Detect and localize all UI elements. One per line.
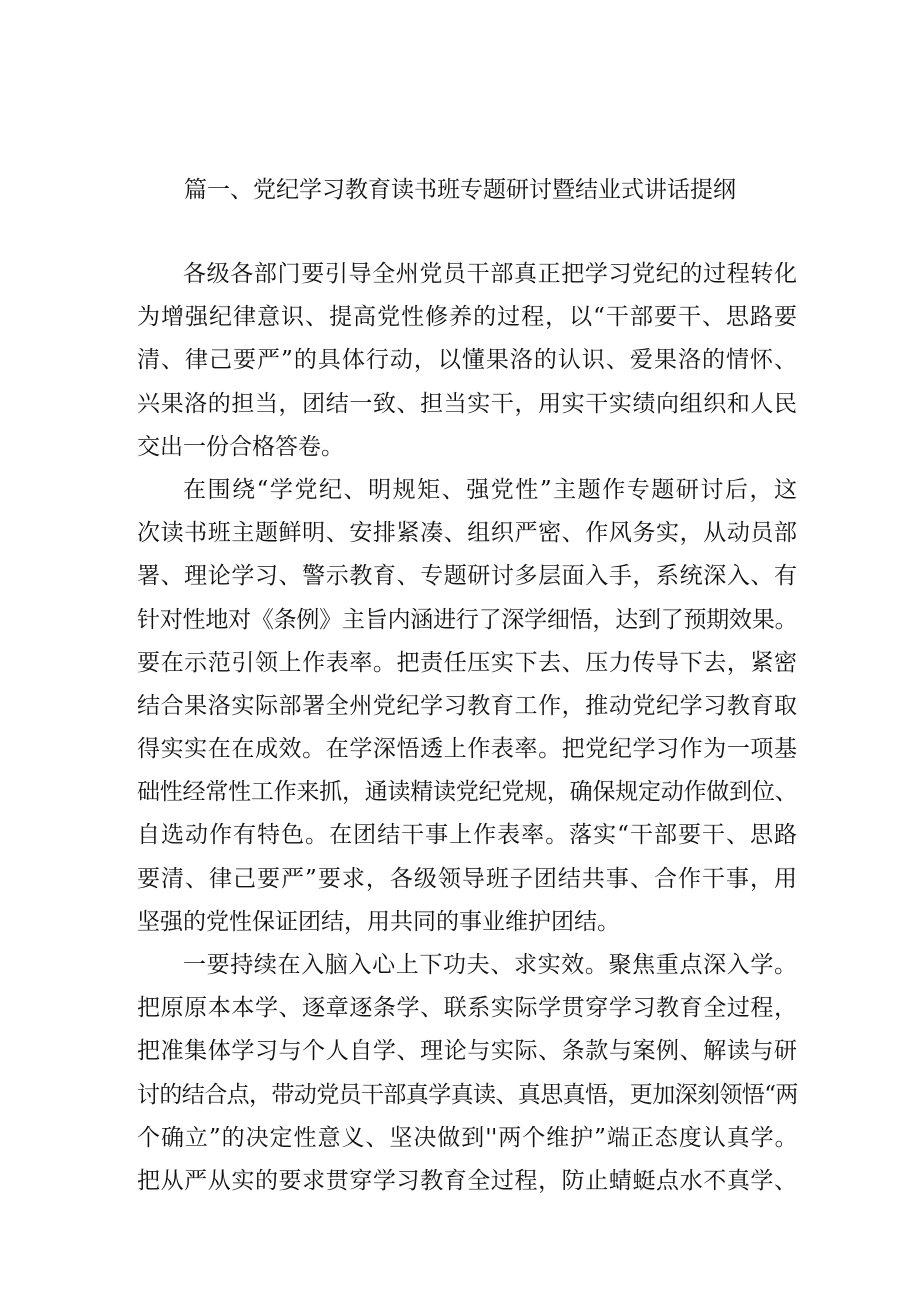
text-line: 各级各部门要引导全州党员干部真正把学习党纪的过程转化 — [183, 261, 797, 287]
text-line: 交出一份合格答卷。 — [137, 433, 344, 460]
text-line: 在围绕“学党纪、明规矩、强党性”主题作专题研讨后，这 — [183, 476, 797, 503]
text-line: 础性经常性工作来抓，通读精读党纪党规，确保规定动作做到位、 — [137, 779, 797, 806]
paragraph-2 — [137, 469, 797, 944]
text-line: 讨的结合点，带动党员干部真学真读、真思真悟，更加深刻领悟“两 — [137, 1081, 798, 1108]
text-line: 坚强的党性保证团结，用共同的事业维护团结。 — [137, 908, 620, 935]
text-line: 把原原本本学、逐章逐条学、联系实际学贯穿学习教育全过程， — [137, 995, 797, 1022]
paragraph-3 — [137, 944, 797, 1203]
text-line: 要在示范引领上作表率。把责任压实下去、压力传导下去，紧密 — [137, 649, 797, 676]
text-line: 把准集体学习与个人自学、理论与实际、条款与案例、解读与研 — [137, 1038, 797, 1065]
document-body — [137, 253, 797, 1203]
text-line: 个确立”的决定性意义、坚决做到''两个维护”端正态度认真学。 — [137, 1124, 797, 1151]
text-line: 把从严从实的要求贯穿学习教育全过程，防止蜻蜓点水不真学、 — [137, 1167, 797, 1194]
text-line: 清、律己要严”的具体行动，以懂果洛的认识、爱果洛的情怀、 — [137, 347, 797, 374]
text-line: 为增强纪律意识、提高党性修养的过程，以“干部要干、思路要 — [137, 304, 797, 331]
text-line: 一要持续在入脑入心上下功夫、求实效。聚焦重点深入学。 — [183, 952, 797, 978]
text-line: 次读书班主题鲜明、安排紧凑、组织严密、作风务实，从动员部 — [137, 520, 797, 547]
document-title: 篇一、党纪学习教育读书班专题研讨暨结业式讲话提纲 — [184, 177, 736, 204]
text-line: 要清、律己要严”要求，各级领导班子团结共事、合作干事，用 — [137, 865, 797, 892]
text-line: 署、理论学习、警示教育、专题研讨多层面入手，系统深入、有 — [137, 563, 797, 590]
text-line: 得实实在在成效。在学深悟透上作表率。把党纪学习作为一项基 — [137, 736, 797, 763]
text-line: 针对性地对《条例》主旨内涵进行了深学细悟，达到了预期效果。 — [137, 606, 797, 633]
text-line: 兴果洛的担当，团结一致、担当实干，用实干实绩向组织和人民 — [137, 390, 797, 417]
text-line: 自选动作有特色。在团结干事上作表率。落实“干部要干、思路 — [137, 822, 797, 849]
paragraph-1 — [137, 253, 797, 469]
text-line: 结合果洛实际部署全州党纪学习教育工作，推动党纪学习教育取 — [137, 692, 797, 719]
